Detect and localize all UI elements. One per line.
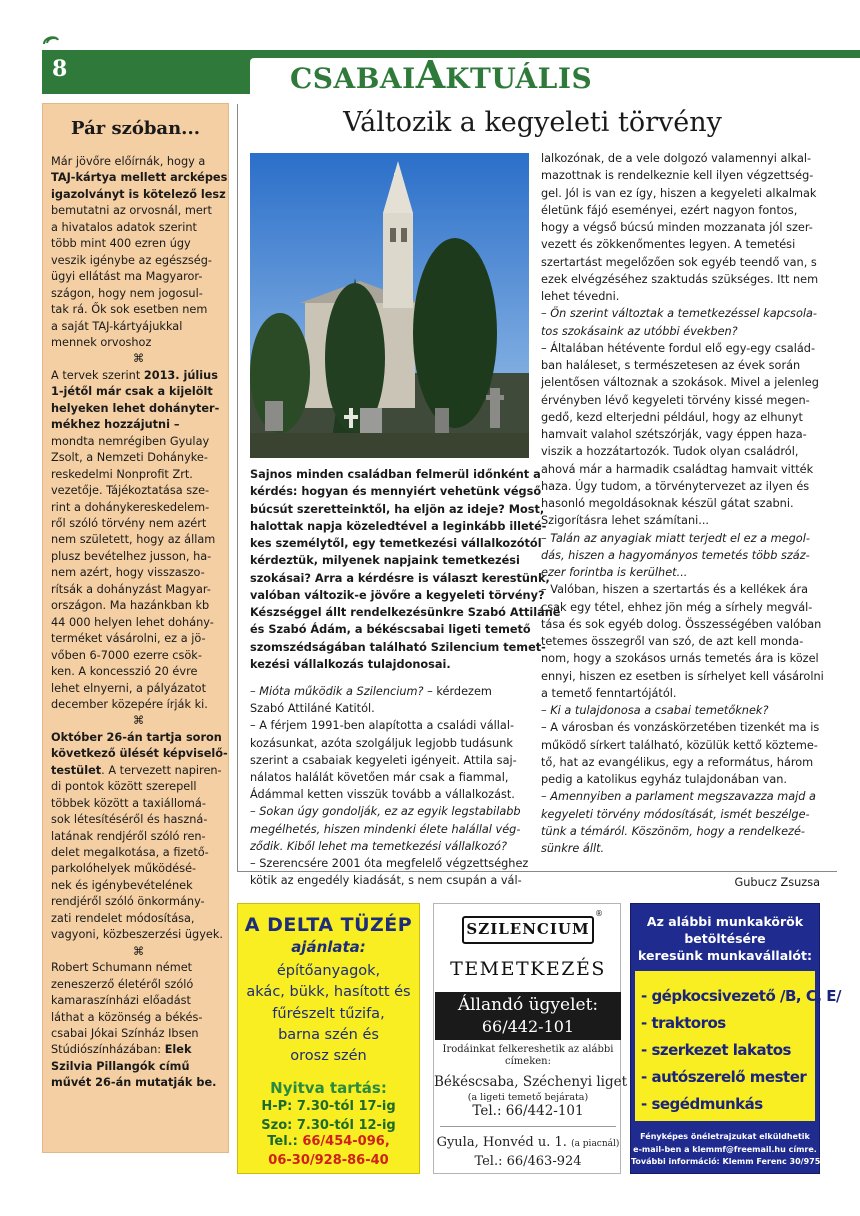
szilencium-logo: SZILENCIUM bbox=[466, 920, 590, 938]
ad-delta-phone: Tel.: 66/454-096, 06-30/928-86-40 bbox=[267, 1134, 390, 1168]
ad-jobs-heading: Az alábbi munkakörök betöltésére keresünk munkavállalót: bbox=[637, 914, 812, 963]
ad-delta-products: építőanyagok, akác, bükk, hasított és fűrészelt tűzifa, barna szén és orosz szén bbox=[246, 963, 411, 1065]
szilencium-address-1: Békéscsaba, Széchenyi liget bbox=[434, 1074, 628, 1090]
szilencium-address-1-note: (a ligeti temető bejárata) bbox=[467, 1092, 589, 1103]
ad-delta-title: A DELTA TÜZÉP bbox=[244, 914, 413, 936]
szilencium-address-1-phone: Tel.: 66/442-101 bbox=[472, 1103, 584, 1119]
sidebar-text: Már jövőre előírnák, hogy a TAJ-kártya mellett arcképes igazolványt is kötelező lesz bemutatni az orvosnál, mert a hivatalos adatok szerint több mint 400 ezren úgy veszik igénybe az egészség- ügyi ellátást ma Magyaror- szágon, hogy nem jogosul- tak rá. Ők sok esetben nem a saját TAJ-kártyájukkal mennek orvoshoz ⌘ A tervek szerint 2013. július 1-jétől már csak a kijelölt helyeken lehet dohányter- mékhez hozzájutni – mondta nemrégiben Gyulay Zsolt, a Nemzeti Dohányke- reskedelmi Nonprofit Zrt. vezetője. Tájékoztatása sze- rint a dohánykereskedelem- ről szóló törvény nem azért nem született, hogy az állam plusz bevételhez jusson, ha- nem azért, hogy visszaszo- rítsák a dohányzást Magyar- országon. Ma hazánkban kb 44 000 helyen lehet dohány- terméket vásárolni, ez a jö- vőben 6-7000 ezerre csök- ken. A koncesszió 20 évre lehet elnyerni, a pályázatot december közepére írják ki. ⌘ Október 26-án tartja soron következő ülését képviselő- testület. A tervezett napiren- di pontok között szerepell többek között a taxiállomá- sok létesítéséről és haszná- latának rendjéről szóló ren- delet megalkotása, a fizető- parkolóhelyek működésé- nek és igénybevételének rendjéről szóló önkormány- zati rendelet módosítása, vagyoni, közbeszerzési ügyek. ⌘ Robert Schumann német zeneszerző életéről szóló kamaraszínházi előadást láthat a közönség a békés- csabai Jókai Színház Ibsen Stúdiószínházában: Elek Szilvia Pillangók című művét 26-án mutatják be. bbox=[51, 155, 228, 1090]
ad-delta-hours-title: Nyitva tartás: bbox=[270, 1079, 387, 1097]
szilencium-duty-phone: 66/442-101 bbox=[481, 1017, 575, 1036]
ad-delta-hours: H-P: 7.30-tól 17-ig Szo: 7.30-tól 12-ig bbox=[261, 1099, 396, 1133]
page-number: 8 bbox=[52, 56, 68, 82]
szilencium-service: TEMETKEZÉS bbox=[450, 958, 606, 980]
szilencium-divider bbox=[440, 1126, 616, 1127]
swirl-icon bbox=[42, 34, 60, 46]
registered-icon: ® bbox=[595, 909, 603, 918]
job-item: - segédmunkás bbox=[641, 1095, 763, 1113]
ad-szilencium bbox=[433, 903, 628, 1174]
article-title: Változik a kegyeleti törvény bbox=[343, 107, 722, 138]
article-column-2: lalkozónak, de a vele dolgozó valamennyi alkal- mazottnak is rendelkeznie kell ilyen végzettség- gel. Jól is van ez így, hiszen a kegyeleti alkalmak életünk fájó eseményei, ezért nagyon fontos, hogy a végső búcsú minden mozzanata jól szer- vezett és zökkenőmentes legyen. A temetési szertartást megelőzően sok egyéb teendő van, s ezek elvégzéséhez szaktudás szükséges. Itt nem lehet tévedni. – Ön szerint változtak a temetkezéssel kapcsola- tos szokásaink az utóbbi években? – Általában hétévente fordul elő egy-egy család- ban haláleset, s természetesen az évek során jelentősen változnak a szokások. Mivel a jelenleg érvényben lévő kegyeleti törvény kissé megen- gedő, kezd elterjedni például, hogy az elhunyt hamvait valahol szétszórják, vagy éppen haza- viszik a hozzátartozók. Tudok olyan családról, ahová már a harmadik családtag hamvait vitték haza. Úgy tudom, a törvénytervezet az ilyen és hasonló megoldásoknak készül gátat szabni. Szigorításra lehet számítani... – Talán az anyagiak miatt terjedt el ez a megol- dás, hiszen a hagyományos temetés több száz- ezer forintba is kerülhet... – Valóban, hiszen a szertartás és a kellékek ára csak egy tétel, ehhez jön még a sírhely megvál- tása és sok egyéb dolog. Összességében valóban tetemes összegről van szó, de azt kell monda- nom, hogy a szokásos urnás temetés ára is közel ennyi, hiszen ez esetben is sírhelyet kell vásárolni a temető fenntartójától. – Ki a tulajdonosa a csabai temetőknek? – A városban és vonzáskörzetében tizenkét ma is működő sírkert található, közülük kettő közteme- tő, hat az evangélikus, egy a református, három pedig a katolikus egyház tulajdonában van. – Amennyiben a parlament megszavazza majd a kegyeleti törvény módosítását, ismét beszélge- tünk a témáról. Köszönöm, hogy a rendelkezé- sünkre állt. bbox=[541, 152, 824, 855]
ad-delta-tuzep bbox=[237, 903, 420, 1174]
article-lead: Sajnos minden családban felmerül időnként a kérdés: hogyan és mennyiért vehetünk végső búcsút szeretteinktől, ha eljön az ideje? Most, halottak napja közeledtével a leginkább illeté- kes személytől, egy temetkezési vállalkozótól kérdeztük, milyenek napjaink temetkezési szokásai? Arra a kérdésre is választ kerestünk, valóban változik-e jövőre a kegyeleti törvény? Készséggel állt rendelkezésünkre Szabó Attiláné és Szabó Ádám, a békéscsabai ligeti temető szomszédságában található Szilencium temet- kezési vállalkozás tulajdonosai. bbox=[250, 468, 561, 671]
sidebar-title: Pár szóban... bbox=[71, 118, 200, 139]
szilencium-address-2-phone: Tel.: 66/463-924 bbox=[474, 1154, 582, 1169]
article-column-1: – Mióta működik a Szilencium? – kérdezem Szabó Attiláné Katitól. – A férjem 1991-ben alapította a családi vállal- kozásunkat, azóta szolgáljuk legjobb tudásunk szerint a csabaiak kegyeleti igényeit. Attila saj- nálatos halálát követően már csak a fiammal, Ádámmal ketten visszük tovább a vállalkozást. – Sokan úgy gondolják, ez az egyik legstabilabb megélhetés, hiszen mindenki élete halállal vég- ződik. Kiből lehet ma temetkezési vállalkozó? – Szerencsére 2001 óta megfelelő végzettséghez kötik az engedély kiadását, s nem csupán a vál- bbox=[250, 685, 529, 888]
ad-jobs-footer: Fényképes önéletrajzukat elküldhetik e-mail-ben a klemmf@freemail.hu címre. További információ: Klemm Ferenc 30/975-2404 bbox=[631, 1132, 846, 1166]
job-item: - szerkezet lakatos bbox=[641, 1041, 791, 1059]
ad-delta-subtitle: ajánlata: bbox=[291, 938, 366, 956]
job-item: - gépkocsivezető /B, C, E/ bbox=[641, 987, 841, 1005]
job-item: - traktoros bbox=[641, 1014, 726, 1032]
article-photo bbox=[250, 153, 529, 458]
job-item: - autószerelő mester bbox=[641, 1068, 807, 1086]
separator-icon: ⌘ bbox=[132, 944, 145, 958]
article-byline: Gubucz Zsuzsa bbox=[734, 876, 820, 889]
separator-icon: ⌘ bbox=[132, 714, 145, 728]
magazine-title: CSABAIAKTUÁLIS bbox=[290, 52, 593, 97]
separator-icon: ⌘ bbox=[132, 352, 145, 366]
ad-jobs-list bbox=[635, 971, 841, 1121]
szilencium-duty-label: Állandó ügyelet: bbox=[457, 995, 599, 1015]
sidebar-news-box bbox=[42, 103, 229, 1153]
szilencium-address-2: Gyula, Honvéd u. 1. (a piacnál) bbox=[436, 1135, 620, 1150]
article-frame-left bbox=[237, 104, 238, 872]
szilencium-office-text: Irodáinkat felkereshetik az alábbi címeken: bbox=[442, 1044, 614, 1067]
ad-job-offer bbox=[630, 903, 846, 1174]
